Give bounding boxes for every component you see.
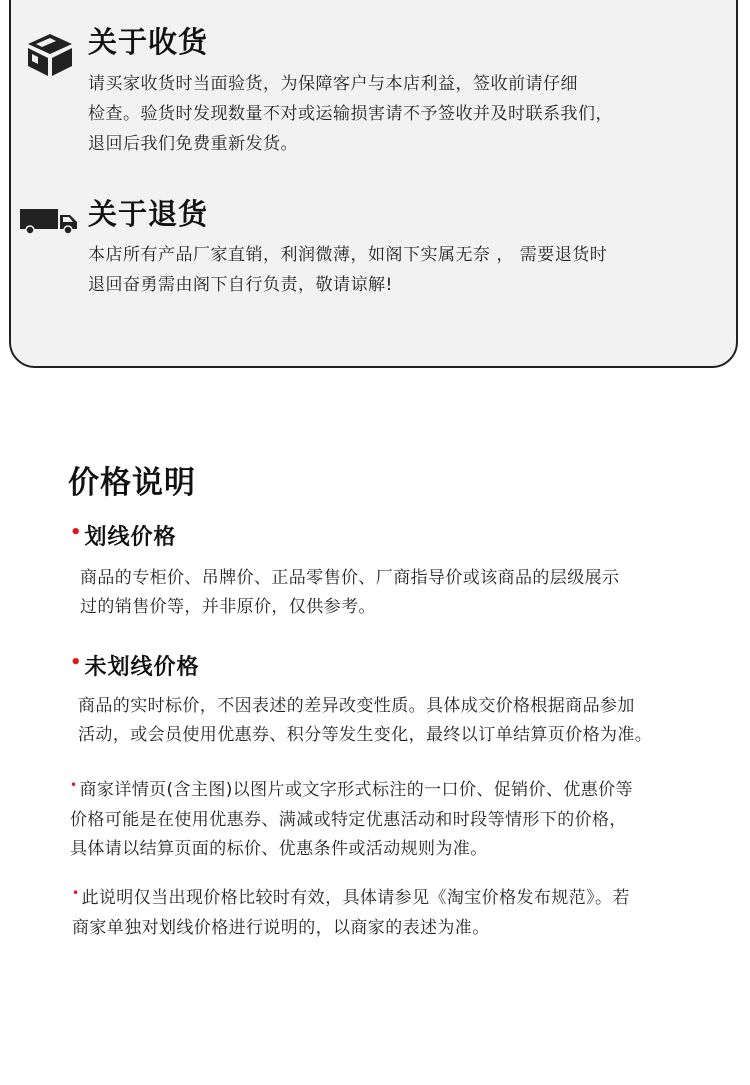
- detail-page-note: [70, 776, 633, 864]
- returns-body: [88, 240, 607, 300]
- note2-line: [72, 884, 630, 914]
- price-title: 价格说明: [68, 465, 196, 501]
- returns-line: 本店所有产品厂家直销，利润微薄，如阁下实属无奈 ， 需要退货时: [88, 245, 608, 265]
- uncrossed-price-heading: [70, 650, 200, 681]
- uncrossed-line: 活动，或会员使用优惠券、积分等发生变化，最终以订单结算页价格为准。: [78, 725, 653, 745]
- crossed-line: 过的销售价等，并非原价，仅供参考。: [80, 597, 376, 617]
- note1-line: 具体请以结算页面的标价、优惠条件或活动规则为准。: [70, 839, 488, 859]
- note1-line: [70, 776, 633, 806]
- bullet-dot: •: [72, 886, 80, 900]
- uncrossed-price-title: 未划线价格: [84, 655, 200, 680]
- returns-title: 关于退货: [88, 197, 209, 231]
- note1-text: 商家详情页(含主图)以图片或文字形式标注的一口价、促销价、优惠价等: [79, 780, 633, 800]
- crossed-price-body: [80, 564, 619, 622]
- comparison-note: [72, 884, 630, 943]
- uncrossed-price-body: [78, 692, 652, 750]
- bullet-dot: •: [70, 652, 83, 673]
- receipt-title: 关于收货: [88, 25, 209, 59]
- receipt-line: 退回后我们免费重新发货。: [88, 134, 298, 154]
- note1-line: 价格可能是在使用优惠券、满减或特定优惠活动和时段等情形下的价格，: [70, 810, 627, 830]
- receipt-line: 检查。验货时发现数量不对或运输损害请不予签收并及时联系我们，: [88, 104, 613, 124]
- truck-icon: [20, 207, 78, 239]
- bullet-dot: •: [70, 778, 78, 792]
- note2-line: 商家单独对划线价格进行说明的，以商家的表述为准。: [72, 918, 490, 938]
- note2-text: 此说明仅当出现价格比较时有效，具体请参见《淘宝价格发布规范》。若: [81, 888, 630, 908]
- returns-line: 退回奋勇需由阁下自行负责，敬请谅解!: [88, 275, 393, 295]
- receipt-body: [88, 69, 613, 159]
- crossed-price-heading: [70, 520, 177, 551]
- uncrossed-line: 商品的实时标价，不因表述的差异改变性质。具体成交价格根据商品参加: [78, 696, 635, 716]
- receipt-line: 请买家收货时当面验货，为保障客户与本店利益，签收前请仔细: [88, 74, 578, 94]
- crossed-line: 商品的专柜价、吊牌价、正品零售价、厂商指导价或该商品的层级展示: [80, 568, 620, 588]
- box-icon: [26, 32, 74, 82]
- bullet-dot: •: [70, 522, 83, 543]
- crossed-price-title: 划线价格: [84, 525, 177, 550]
